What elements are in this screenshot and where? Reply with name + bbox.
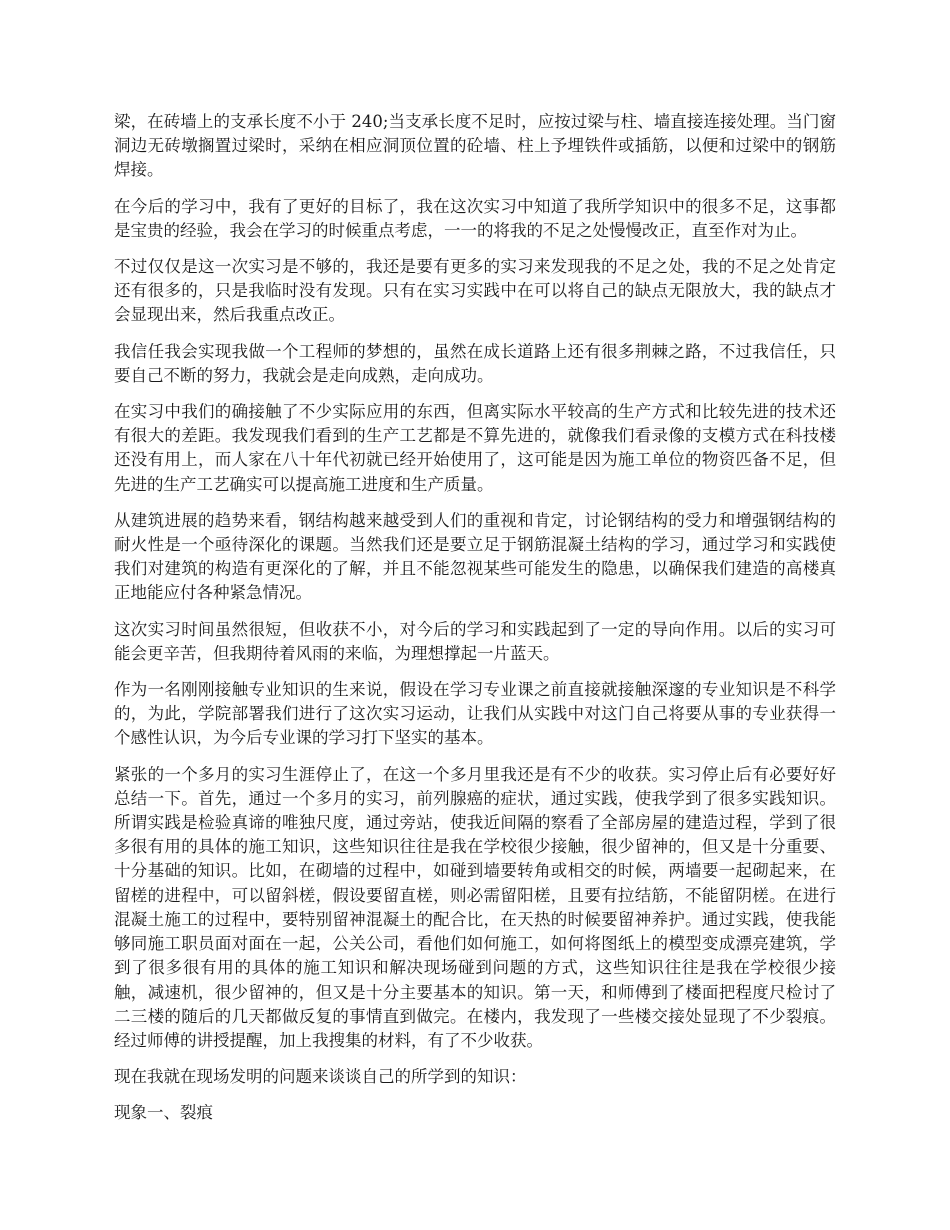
paragraph-practice-purpose: 作为一名刚刚接触专业知识的生来说，假设在学习专业课之前直接就接触深邃的专业知识是不科学的，为此，学院部署我们进行了这次实习运动，让我们从实践中对这门自己将要从事的专业获得一个感性认识，为今后专业课的学习打下坚实的基本。 (114, 680, 836, 748)
paragraph-site-problems-intro: 现在我就在现场发明的问题来谈谈自己的所学到的知识： (114, 1067, 527, 1087)
heading-phenomenon-cracks: 现象一、裂痕 (114, 1103, 213, 1123)
paragraph-internship-summary: 紧张的一个多月的实习生涯停止了，在这一个多月里我还是有不少的收获。实习停止后有必要好好总结一下。首先，通过一个多月的实习，前列腺癌的症状，通过实践，使我学到了很多实践知识。所谓实践是检验真谛的唯独尺度，通过旁站，使我近间隔的察看了全部房屋的建造过程，学到了很多很有用的具体的施工知识，这些知识往往是我在学校很少接触，很少留神的，但又是十分重要、十分基础的知识。比如，在砌墙的过程中，如碰到墙要转角或相交的时候，两墙要一起砌起来，在留槎的进程中，可以留斜槎，假设要留直槎，则必需留阳槎，且要有拉结筋，不能留阴槎。在进行混凝土施工的过程中，要特别留神混凝土的配合比，在天热的时候要留神养护。通过实践，使我能够同施工职员面对面在一起，公关公司，看他们如何施工，如何将图纸上的模型变成漂亮建筑，学到了很多很有用的具体的施工知识和解决现场碰到问题的方式，这些知识往往是我在学校很少接触，减速机，很少留神的，但又是十分主要基本的知识。第一天，和师傅到了楼面把程度尺检讨了二三楼的随后的几天都做反复的事情直到做完。在楼内，我发现了一些楼交接处显现了不少裂痕。经过师傅的讲授提醒，加上我搜集的材料，有了不少收获。 (114, 764, 836, 1050)
paragraph-future-study: 在今后的学习中，我有了更好的目标了，我在这次实习中知道了我所学知识中的很多不足，这事都是宝贵的经验，我会在学习的时候重点考虑，一一的将我的不足之处慢慢改正，直至作对为止。 (114, 196, 836, 240)
document-body (114, 110, 836, 1138)
paragraph-steel-structure: 从建筑进展的趋势来看，钢结构越来越受到人们的重视和肯定，讨论钢结构的受力和增强钢结构的耐火性是一个亟待深化的课题。当然我们还是要立足于钢筋混凝土结构的学习，通过学习和实践使我们对建筑的构造有更深化的了解，并且不能忽视某些可能发生的隐患，以确保我们建造的高楼真正地能应付各种紧急情况。 (114, 510, 836, 603)
paragraph-lintel-support: 梁，在砖墙上的支承长度不小于 240;当支承长度不足时，应按过梁与柱、墙直接连接处理。当门窗洞边无砖墩搁置过梁时，采纳在相应洞顶位置的砼墙、柱上予埋铁件或插筋，以便和过梁中的钢筋焊接。 (114, 112, 836, 180)
paragraph-technology-gap: 在实习中我们的确接触了不少实际应用的东西，但离实际水平较高的生产方式和比较先进的技术还有很大的差距。我发现我们看到的生产工艺都是不算先进的，就像我们看录像的支模方式在科技楼还没有用上，而人家在八十年代初就已经开始使用了，这可能是因为施工单位的物资匹备不足，但先进的生产工艺确实可以提高施工进度和生产质量。 (114, 402, 836, 494)
paragraph-more-practice: 不过仅仅是这一次实习是不够的，我还是要有更多的实习来发现我的不足之处，我的不足之处肯定还有很多的，只是我临时没有发现。只有在实习实践中在可以将自己的缺点无限放大，我的缺点才会显现出来，然后我重点改正。 (114, 257, 836, 325)
paragraph-short-internship: 这次实习时间虽然很短，但收获不小，对今后的学习和实践起到了一定的导向作用。以后的实习可能会更辛苦，但我期待着风雨的来临，为理想撑起一片蓝天。 (114, 619, 836, 663)
paragraph-engineer-dream: 我信任我会实现我做一个工程师的梦想的，虽然在成长道路上还有很多荆棘之路，不过我信任，只要自己不断的努力，我就会是走向成熟，走向成功。 (114, 341, 836, 385)
